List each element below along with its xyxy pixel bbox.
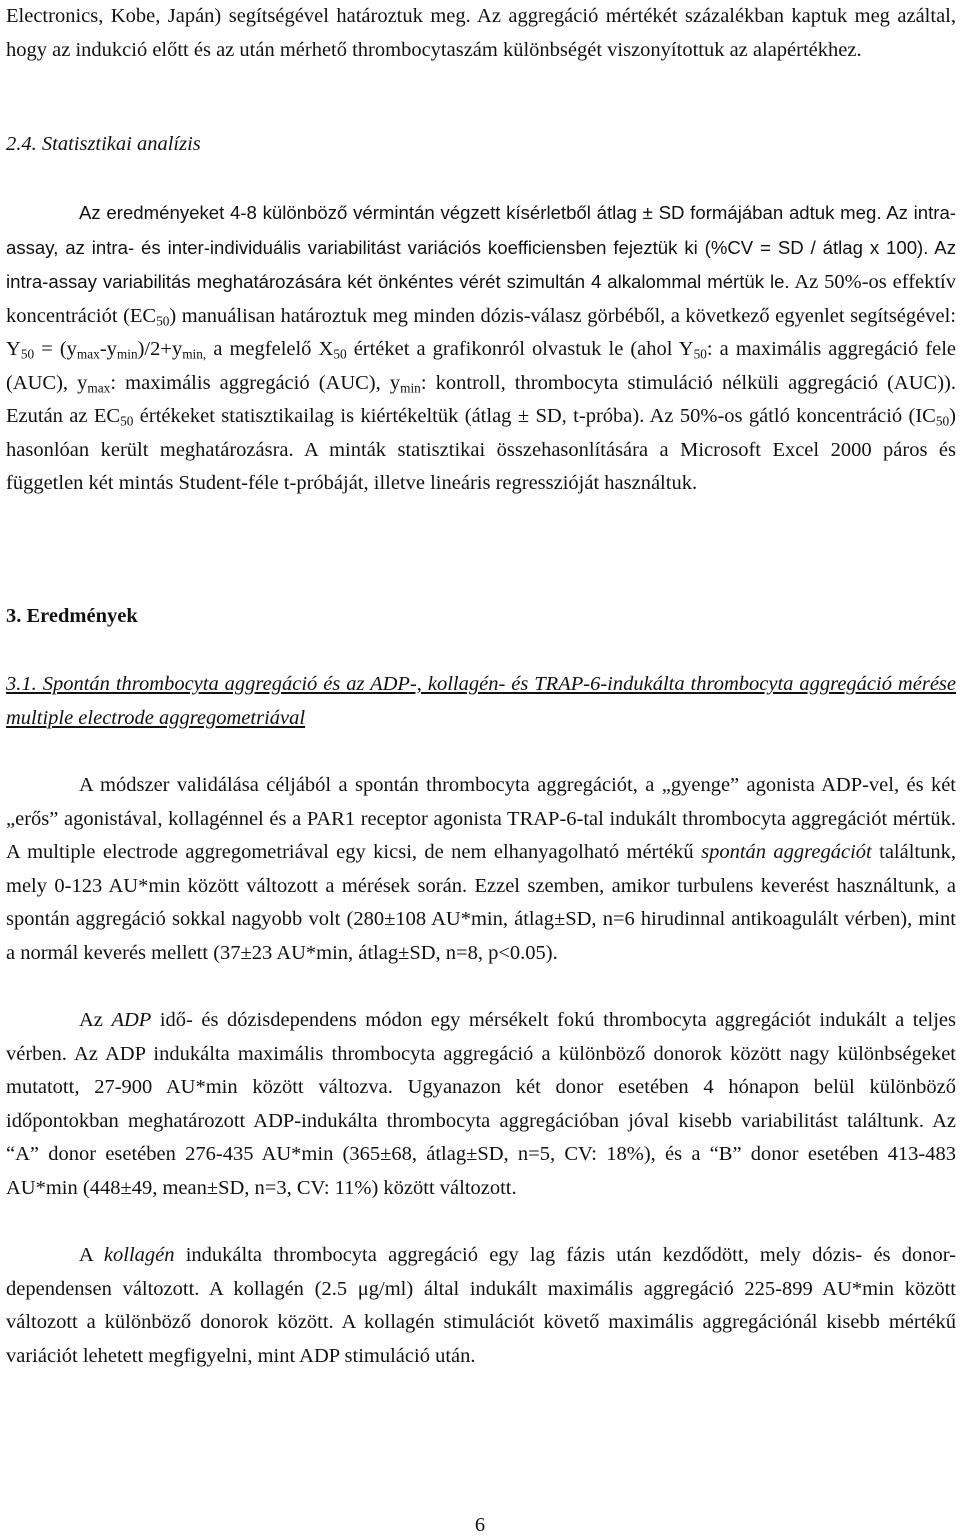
section-heading-results: 3. Eredmények (6, 605, 138, 627)
intro-paragraph (6, 0, 956, 67)
collagen-text-b: indukálta thrombocyta aggregáció egy lag fázis után kezdődött, mely dózis- és donor-dependensen változott. A kollagén (2.5 μg/ml) által indukált maximális aggregáció 225-899 AU*min között változott a különböző donorok között. A kollagén stimulációt követő maximális aggregációnál kisebb mértékű variációt lehetett megfigyelni, mint ADP stimuláció után. (6, 1244, 956, 1367)
method-paragraph (6, 769, 956, 970)
sub-min: min (400, 379, 421, 395)
stat-text-h: értéket a grafikonról olvastuk le (ahol Y (346, 338, 694, 360)
stat-text-k: : kontroll, thrombocyta stimuláció nélküli aggregáció (AUC)). Ezután az EC (6, 371, 956, 427)
sub-min: min (116, 346, 138, 362)
adp-text-b: idő- és dózisdependens módon egy mérsékelt fokú thrombocyta aggregációt indukált a teljes vérben. Az ADP indukálta maximális thrombocyta aggregáció a különböző donorok között nagy különbségeket mutatott, 27-900 AU*min között változva. Ugyanazon két donor esetében 4 hónapon belül különböző időpontokban meghatározott ADP-indukálta thrombocyta aggregációban jóval kisebb variabilitást találtunk. Az “A” donor esetében 276-435 AU*min (365±68, átlag±SD, n=5, CV: 18%), és a “B” donor esetében 413-483 AU*min (448±49, mean±SD, n=3, CV: 11%) között változott. (6, 1009, 957, 1199)
stat-text-j: : maximális aggregáció (AUC), y (110, 371, 401, 394)
stat-text-c: ) manuálisan határoztuk meg minden dózis-válasz görbéből, a következő egyenlet segítségével: Y (6, 304, 956, 360)
sub-50: 50 (20, 346, 35, 362)
collagen-paragraph (6, 1239, 956, 1373)
method-emphasis: spontán aggregációt (701, 841, 872, 863)
sub-50: 50 (156, 312, 170, 328)
collagen-emphasis: kollagén (103, 1244, 175, 1266)
adp-emphasis: ADP (111, 1009, 152, 1031)
sub-50: 50 (333, 346, 347, 362)
collagen-text-a: A (79, 1244, 104, 1266)
sub-50: 50 (935, 413, 950, 429)
method-text-b: találtunk, mely 0-123 AU*min között változott a mérések során. Ezzel szemben, amikor turbulens keverést használtunk, a spontán aggregáció sokkal nagyobb volt (280±108 AU*min, átlag±SD, n=6 hirudinnal antikoagulált vérben), mint a normál keverés mellett (37±23 AU*min, átlag±SD, n=8, p<0.05). (6, 841, 956, 964)
stat-text-l: értékeket statisztikailag is kiértékeltük (átlag ± SD, t-próba). Az 50%-os gátló koncentráció (IC (133, 405, 936, 427)
stat-text-i: : a maximális aggregáció fele (AUC), y (6, 338, 956, 394)
sub-50: 50 (693, 346, 707, 362)
adp-text-a: Az (79, 1009, 112, 1031)
sub-min: min, (182, 346, 207, 362)
stat-text-e: -y (99, 338, 117, 360)
stat-text-d: = (y (34, 338, 77, 360)
statistics-paragraph (6, 196, 956, 501)
sub-max: max (76, 346, 100, 362)
adp-paragraph (6, 1004, 956, 1205)
page-number: 6 (474, 1514, 486, 1536)
stat-text-f: )/2+y (137, 338, 183, 360)
stat-text-a: Az eredményeket 4-8 különböző vérmintán végzett kísérletből átlag ± SD formájában adtuk meg. Az intra-assay, az intra- és inter-individuális variabilitást variációs koefficiensben fejeztük ki (%CV = SD / átlag x 100). Az intra-assay variabilitás meghatározására két önkéntes vérét szimultán 4 alkalommal mértük le. (6, 202, 956, 292)
sub-50: 50 (120, 413, 134, 429)
subsection-heading-3-1: 3.1. Spontán thrombocyta aggregáció és az ADP-, kollagén- és TRAP-6-indukálta thrombocyta aggregáció mérése multiple electrode aggregometriával (6, 673, 956, 729)
sub-max: max (87, 379, 111, 395)
stat-text-m: ) hasonlóan került meghatározásra. A minták statisztikai összehasonlítására a Microsoft Excel 2000 páros és független két mintás Student-féle t-próbáját, illetve lineáris regresszióját használtuk. (6, 405, 956, 494)
section-heading-statistics: 2.4. Statisztikai analízis (6, 133, 201, 155)
method-text-a: A módszer validálása céljából a spontán thrombocyta aggregációt, a „gyenge” agonista ADP-vel, és két „erős” agonistával, kollagénnel és a PAR1 receptor agonista TRAP-6-tal indukált thrombocyta aggregációt mértük. A multiple electrode aggregometriával egy kicsi, de nem elhanyagolható mértékű (6, 774, 956, 863)
intro-text: Electronics, Kobe, Japán) segítségével határoztuk meg. Az aggregáció mértékét százalékban kaptuk meg azáltal, hogy az indukció előtt és az után mérhető thrombocytaszám különbségét viszonyítottuk az alapértékhez. (6, 5, 956, 61)
stat-text-b: Az 50%-os effektív koncentrációt (EC (6, 271, 957, 327)
stat-text-g: a megfelelő X (206, 338, 334, 360)
